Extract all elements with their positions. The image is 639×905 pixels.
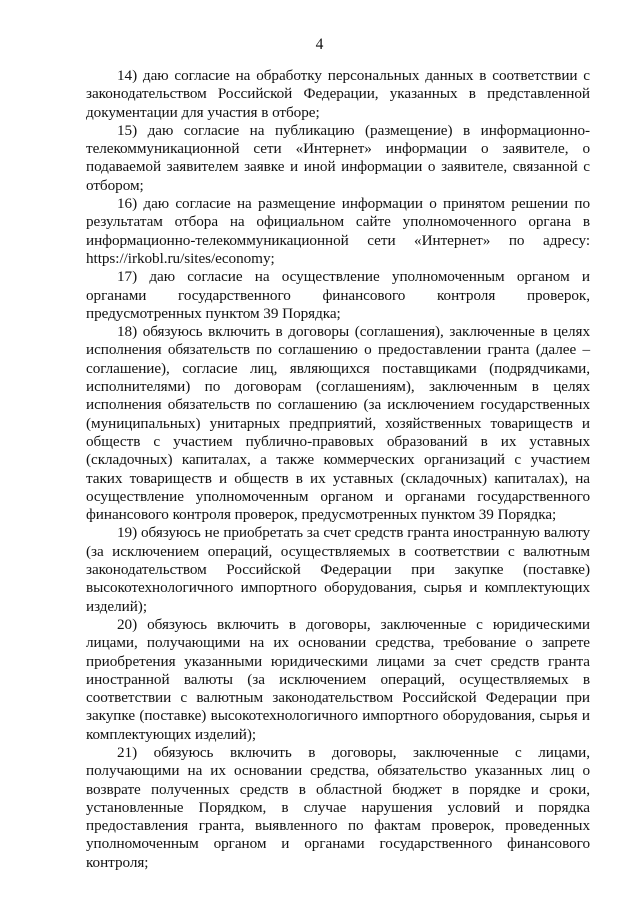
clause-16: 16) даю согласие на размещение информации о принятом решении по результатам отбора на официальном сайте уполномоченного органа в информационно-телекоммуникационной сети «Интернет» по адресу: https://irkobl.ru/sites/economy; (86, 195, 590, 267)
clause-15: 15) даю согласие на публикацию (размещение) в информационно-телекоммуникационной сети «Интернет» информации о заявителе, о подаваемой заявителем заявке и иной информации о заявителе, связанной с отбором; (86, 121, 590, 194)
clause-17: 17) даю согласие на осуществление уполномоченным органом и органами государственного финансового контроля проверок, предусмотренных пунктом 39 Порядка; (86, 268, 590, 322)
clause-19: 19) обязуюсь не приобретать за счет средств гранта иностранную валюту (за исключением операций, осуществляемых в соответствии с валютным законодательством Российской Федерации при закупке (поставке) высокотехнологичного импортного оборудования, сырья и комплектующих изделий); (86, 524, 590, 615)
clause-18: 18) обязуюсь включить в договоры (соглашения), заключенные в целях исполнения обязательств по соглашению о предоставлении гранта (далее – соглашение), согласие лиц, являющихся поставщиками (подрядчиками, исполнителями) по договорам (соглашениям), заключенным в целях исполнения обязательств по соглашению (за исключением государственных (муниципальных) унитарных предприятий, хозяйственных товариществ и обществ с участием публично-правовых образований в их уставных (складочных) капиталах, а также коммерческих организаций с участием таких товариществ и обществ в их уставных (складочных) капиталах), на осуществление уполномоченным органом и органами государственного финансового контроля проверок, предусмотренных пунктом 39 Порядка; (86, 323, 590, 524)
document-body (86, 67, 590, 872)
clause-21: 21) обязуюсь включить в договоры, заключенные с лицами, получающими на их основании средства, обязательство указанных лиц о возврате полученных средств в областной бюджет в порядке и сроки, установленные Порядком, в случае нарушения условий и порядка предоставления гранта, выявленного по фактам проверок, проведенных уполномоченным органом и органами государственного финансового контроля; (86, 743, 590, 871)
page-number: 4 (315, 36, 324, 53)
clause-20: 20) обязуюсь включить в договоры, заключенные с юридическими лицами, получающими на их основании средства, требование о запрете приобретения указанными юридическими лицами за счет средств гранта иностранной валюты (за исключением операций, осуществляемых в соответствии с валютным законодательством Российской Федерации при закупке (поставке) высокотехнологичного импортного оборудования, сырья и комплектующих изделий); (86, 615, 590, 743)
clause-14: 14) даю согласие на обработку персональных данных в соответствии с законодательством Российской Федерации, указанных в представленной документации для участия в отборе; (86, 67, 590, 121)
